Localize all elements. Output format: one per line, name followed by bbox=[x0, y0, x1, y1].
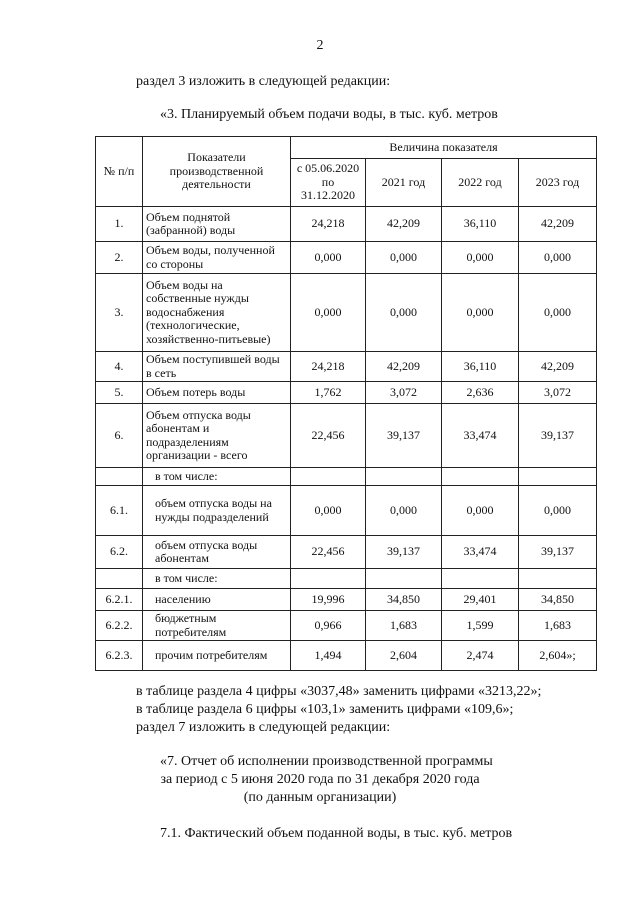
row-value bbox=[519, 569, 597, 589]
header-period: с 05.06.2020 по 31.12.2020 bbox=[291, 159, 366, 207]
row-value: 3,072 bbox=[366, 382, 442, 404]
row-value: 2,474 bbox=[442, 641, 519, 671]
row-num bbox=[96, 468, 143, 486]
row-value bbox=[291, 569, 366, 589]
header-indicator: Показатели производственной деятельности bbox=[143, 137, 291, 207]
row-num: 4. bbox=[96, 352, 143, 382]
row-value bbox=[442, 468, 519, 486]
row-num: 3. bbox=[96, 274, 143, 352]
row-num: 6. bbox=[96, 404, 143, 468]
header-period: 2023 год bbox=[519, 159, 597, 207]
row-value: 0,000 bbox=[366, 274, 442, 352]
row-num: 6.2.1. bbox=[96, 589, 143, 611]
row-value: 24,218 bbox=[291, 207, 366, 242]
row-value: 24,218 bbox=[291, 352, 366, 382]
row-value: 39,137 bbox=[366, 536, 442, 569]
row-value bbox=[442, 569, 519, 589]
row-num: 6.2.2. bbox=[96, 611, 143, 641]
row-value: 0,000 bbox=[291, 242, 366, 274]
row-num: 6.2.3. bbox=[96, 641, 143, 671]
row-value: 0,000 bbox=[366, 486, 442, 536]
header-period: 2022 год bbox=[442, 159, 519, 207]
row-value: 3,072 bbox=[519, 382, 597, 404]
row-indicator: Объем потерь воды bbox=[143, 382, 291, 404]
table-row bbox=[96, 611, 597, 641]
table-row bbox=[96, 536, 597, 569]
row-value: 0,000 bbox=[442, 274, 519, 352]
row-value bbox=[519, 468, 597, 486]
row-value bbox=[366, 569, 442, 589]
row-value: 1,762 bbox=[291, 382, 366, 404]
row-value: 42,209 bbox=[519, 352, 597, 382]
row-value: 36,110 bbox=[442, 207, 519, 242]
table-row bbox=[96, 242, 597, 274]
row-value: 22,456 bbox=[291, 404, 366, 468]
section71-title: 7.1. Фактический объем поданной воды, в тыс. куб. метров bbox=[160, 826, 513, 841]
section7-title-line-1: «7. Отчет об исполнении производственной программы bbox=[160, 754, 493, 769]
section7-title-line-3: (по данным организации) bbox=[243, 790, 397, 805]
row-value: 1,599 bbox=[442, 611, 519, 641]
row-value: 42,209 bbox=[366, 352, 442, 382]
header-period: 2021 год bbox=[366, 159, 442, 207]
row-value: 0,000 bbox=[519, 486, 597, 536]
table-row bbox=[96, 274, 597, 352]
row-value bbox=[366, 468, 442, 486]
row-value: 1,494 bbox=[291, 641, 366, 671]
row-value: 34,850 bbox=[519, 589, 597, 611]
row-value: 33,474 bbox=[442, 404, 519, 468]
row-value: 29,401 bbox=[442, 589, 519, 611]
row-value: 0,966 bbox=[291, 611, 366, 641]
row-value: 0,000 bbox=[291, 274, 366, 352]
table-row bbox=[96, 404, 597, 468]
table-row bbox=[96, 486, 597, 536]
row-indicator: Объем воды, полученной со стороны bbox=[143, 242, 291, 274]
row-value: 2,604 bbox=[366, 641, 442, 671]
table-title: «3. Планируемый объем подачи воды, в тыс. куб. метров bbox=[160, 107, 498, 122]
row-indicator: Объем воды на собственные нужды водоснабжения (технологические, хозяйственно-питьевые) bbox=[143, 274, 291, 352]
row-indicator: объем отпуска воды на нужды подразделений bbox=[143, 486, 291, 536]
row-num: 2. bbox=[96, 242, 143, 274]
row-indicator: населению bbox=[143, 589, 291, 611]
row-num: 6.1. bbox=[96, 486, 143, 536]
row-indicator: Объем отпуска воды абонентам и подразделениям организации - всего bbox=[143, 404, 291, 468]
page-number: 2 bbox=[316, 38, 324, 53]
table-body bbox=[96, 207, 597, 671]
row-value: 0,000 bbox=[442, 486, 519, 536]
after-line-1: в таблице раздела 4 цифры «3037,48» заменить цифрами «3213,22»; bbox=[136, 684, 542, 699]
row-value: 0,000 bbox=[291, 486, 366, 536]
row-value: 2,636 bbox=[442, 382, 519, 404]
row-value: 19,996 bbox=[291, 589, 366, 611]
row-value: 0,000 bbox=[519, 274, 597, 352]
row-num: 5. bbox=[96, 382, 143, 404]
water-supply-table bbox=[95, 136, 597, 671]
row-value: 22,456 bbox=[291, 536, 366, 569]
row-indicator: Объем поступившей воды в сеть bbox=[143, 352, 291, 382]
row-value: 36,110 bbox=[442, 352, 519, 382]
row-indicator: объем отпуска воды абонентам bbox=[143, 536, 291, 569]
header-value-group: Величина показателя bbox=[291, 137, 597, 159]
row-value: 34,850 bbox=[366, 589, 442, 611]
intro-line: раздел 3 изложить в следующей редакции: bbox=[136, 74, 391, 89]
section7-title-line-2: за период с 5 июня 2020 года по 31 декабря 2020 года bbox=[160, 772, 480, 787]
row-value: 1,683 bbox=[366, 611, 442, 641]
row-value: 33,474 bbox=[442, 536, 519, 569]
row-num bbox=[96, 569, 143, 589]
header-num: № п/п bbox=[96, 137, 143, 207]
row-value: 0,000 bbox=[442, 242, 519, 274]
row-indicator: прочим потребителям bbox=[143, 641, 291, 671]
row-value: 0,000 bbox=[366, 242, 442, 274]
row-indicator: в том числе: bbox=[143, 468, 291, 486]
row-value: 1,683 bbox=[519, 611, 597, 641]
row-num: 6.2. bbox=[96, 536, 143, 569]
row-value: 39,137 bbox=[519, 404, 597, 468]
table-row bbox=[96, 207, 597, 242]
table-row bbox=[96, 641, 597, 671]
row-indicator: в том числе: bbox=[143, 569, 291, 589]
row-value: 42,209 bbox=[366, 207, 442, 242]
row-value bbox=[291, 468, 366, 486]
row-value: 0,000 bbox=[519, 242, 597, 274]
row-value: 42,209 bbox=[519, 207, 597, 242]
table-row bbox=[96, 382, 597, 404]
table-row bbox=[96, 569, 597, 589]
table-row bbox=[96, 352, 597, 382]
table-row bbox=[96, 589, 597, 611]
row-indicator: Объем поднятой (забранной) воды bbox=[143, 207, 291, 242]
row-value: 39,137 bbox=[366, 404, 442, 468]
after-line-2: в таблице раздела 6 цифры «103,1» заменить цифрами «109,6»; bbox=[136, 702, 514, 717]
after-line-3: раздел 7 изложить в следующей редакции: bbox=[136, 720, 391, 735]
row-value: 39,137 bbox=[519, 536, 597, 569]
row-num: 1. bbox=[96, 207, 143, 242]
row-value: 2,604»; bbox=[519, 641, 597, 671]
table-row bbox=[96, 468, 597, 486]
row-indicator: бюджетным потребителям bbox=[143, 611, 291, 641]
